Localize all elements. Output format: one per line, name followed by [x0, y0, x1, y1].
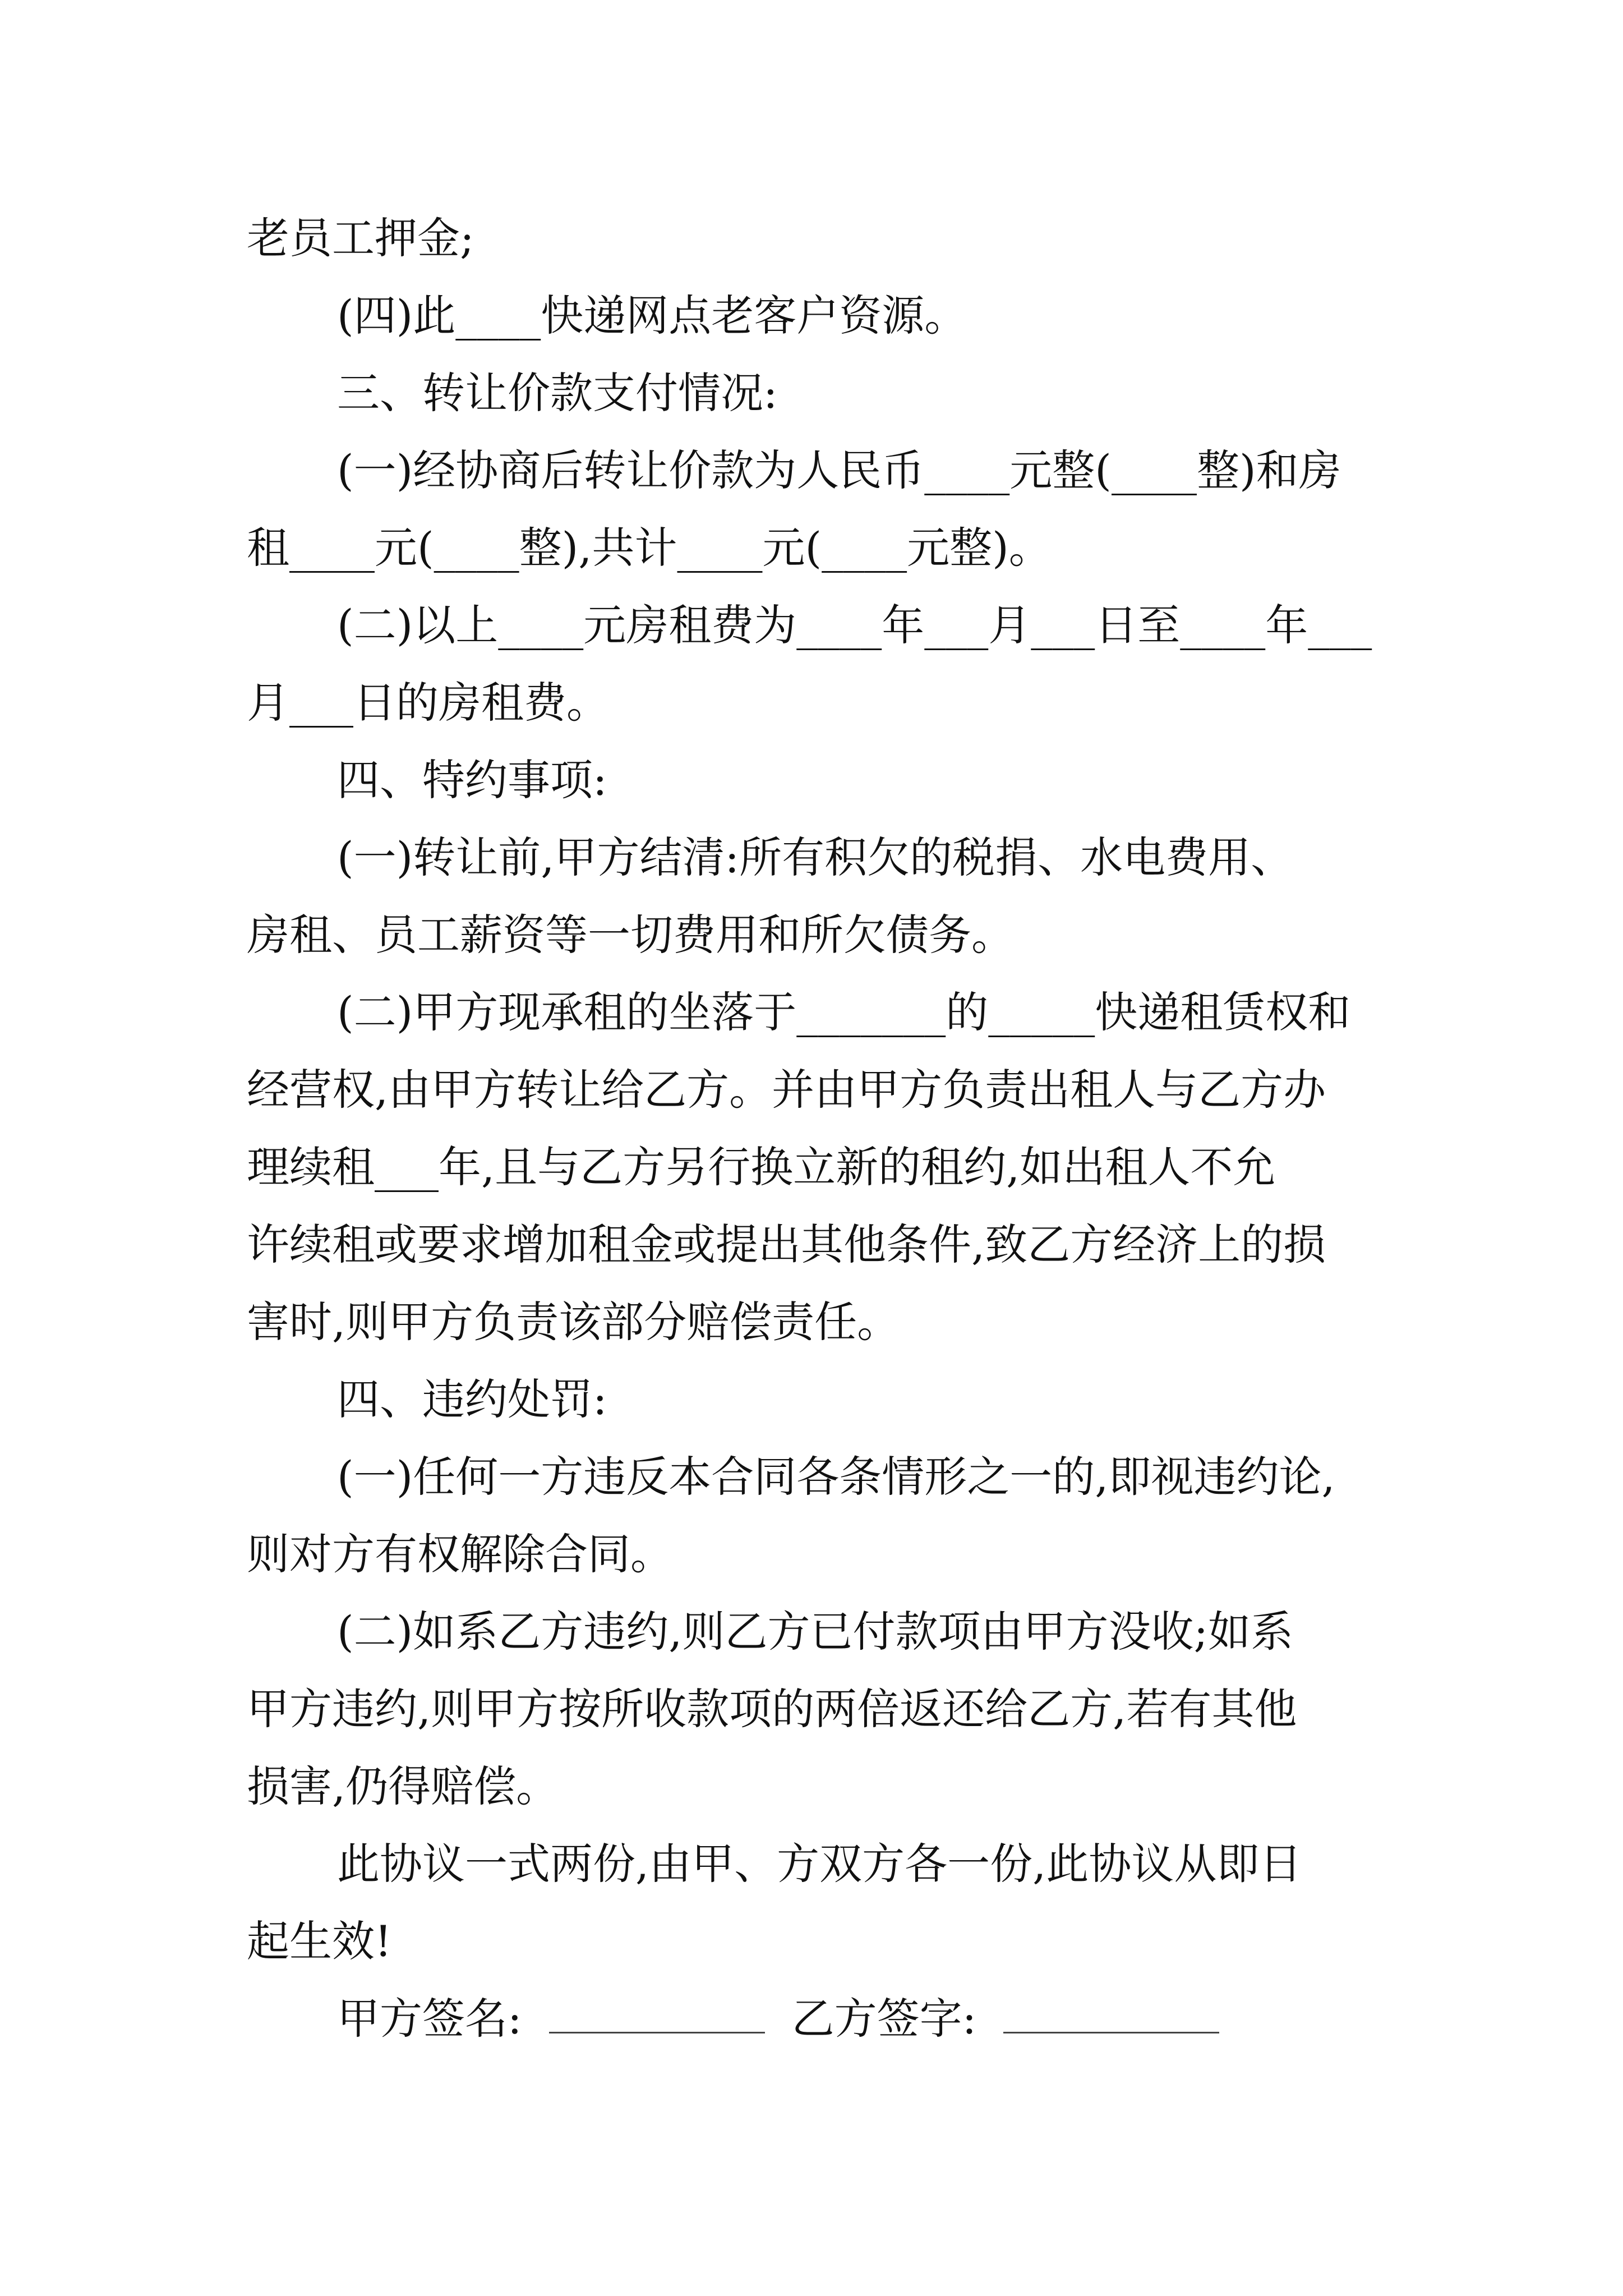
- party-a-signature-label: 甲方签名:: [337, 1994, 522, 2044]
- body-line-17: (一)任何一方违反本合同各条情形之一的,即视违约论,: [337, 1452, 1335, 1502]
- body-line-12: 经营权,由甲方转让给乙方。并由甲方负责出租人与乙方办: [247, 1065, 1326, 1115]
- body-line-9: (一)转让前,甲方结清:所有积欠的税捐、水电费用、: [337, 832, 1294, 882]
- body-line-20: 甲方违约,则甲方按所收款项的两倍返还给乙方,若有其他: [247, 1684, 1297, 1734]
- body-line-23: 起生效!: [247, 1916, 392, 1966]
- body-line-18: 则对方有权解除合同。: [247, 1529, 673, 1579]
- body-line-15: 害时,则甲方负责该部分赔偿责任。: [247, 1297, 900, 1347]
- body-line-2: (四)此____快递网点老客户资源。: [337, 291, 967, 341]
- party-b-signature-field[interactable]: [1003, 1995, 1219, 2033]
- body-line-7: 月___日的房租费。: [247, 678, 609, 728]
- body-line-21: 损害,仍得赔偿。: [247, 1761, 559, 1811]
- body-line-6: (二)以上____元房租费为____年___月___日至____年___: [337, 600, 1372, 650]
- body-line-22: 此协议一式两份,由甲、方双方各一份,此协议从即日: [337, 1839, 1302, 1889]
- body-line-13: 理续租___年,且与乙方另行换立新的租约,如出租人不允: [247, 1142, 1276, 1192]
- party-b-signature-label: 乙方签字:: [791, 1994, 977, 2044]
- body-line-14: 许续租或要求增加租金或提出其他条件,致乙方经济上的损: [247, 1220, 1326, 1269]
- body-line-5: 租____元(____整),共计____元(____元整)。: [247, 523, 1052, 573]
- body-line-11: (二)甲方现承租的坐落于_______的_____快递租赁权和: [337, 987, 1351, 1037]
- body-line-19: (二)如系乙方违约,则乙方已付款项由甲方没收;如系: [337, 1607, 1294, 1657]
- section-heading-3: 三、转让价款支付情况:: [337, 368, 778, 418]
- section-heading-4a: 四、特约事项:: [337, 755, 607, 805]
- signature-row: [337, 1991, 1219, 2047]
- body-line-10: 房租、员工薪资等一切费用和所欠债务。: [247, 910, 1014, 960]
- section-heading-4b: 四、违约处罚:: [337, 1374, 607, 1424]
- body-line-4: (一)经协商后转让价款为人民币____元整(____整)和房: [337, 445, 1341, 495]
- body-line-1: 老员工押金;: [247, 213, 474, 263]
- party-a-signature-field[interactable]: [549, 1995, 765, 2033]
